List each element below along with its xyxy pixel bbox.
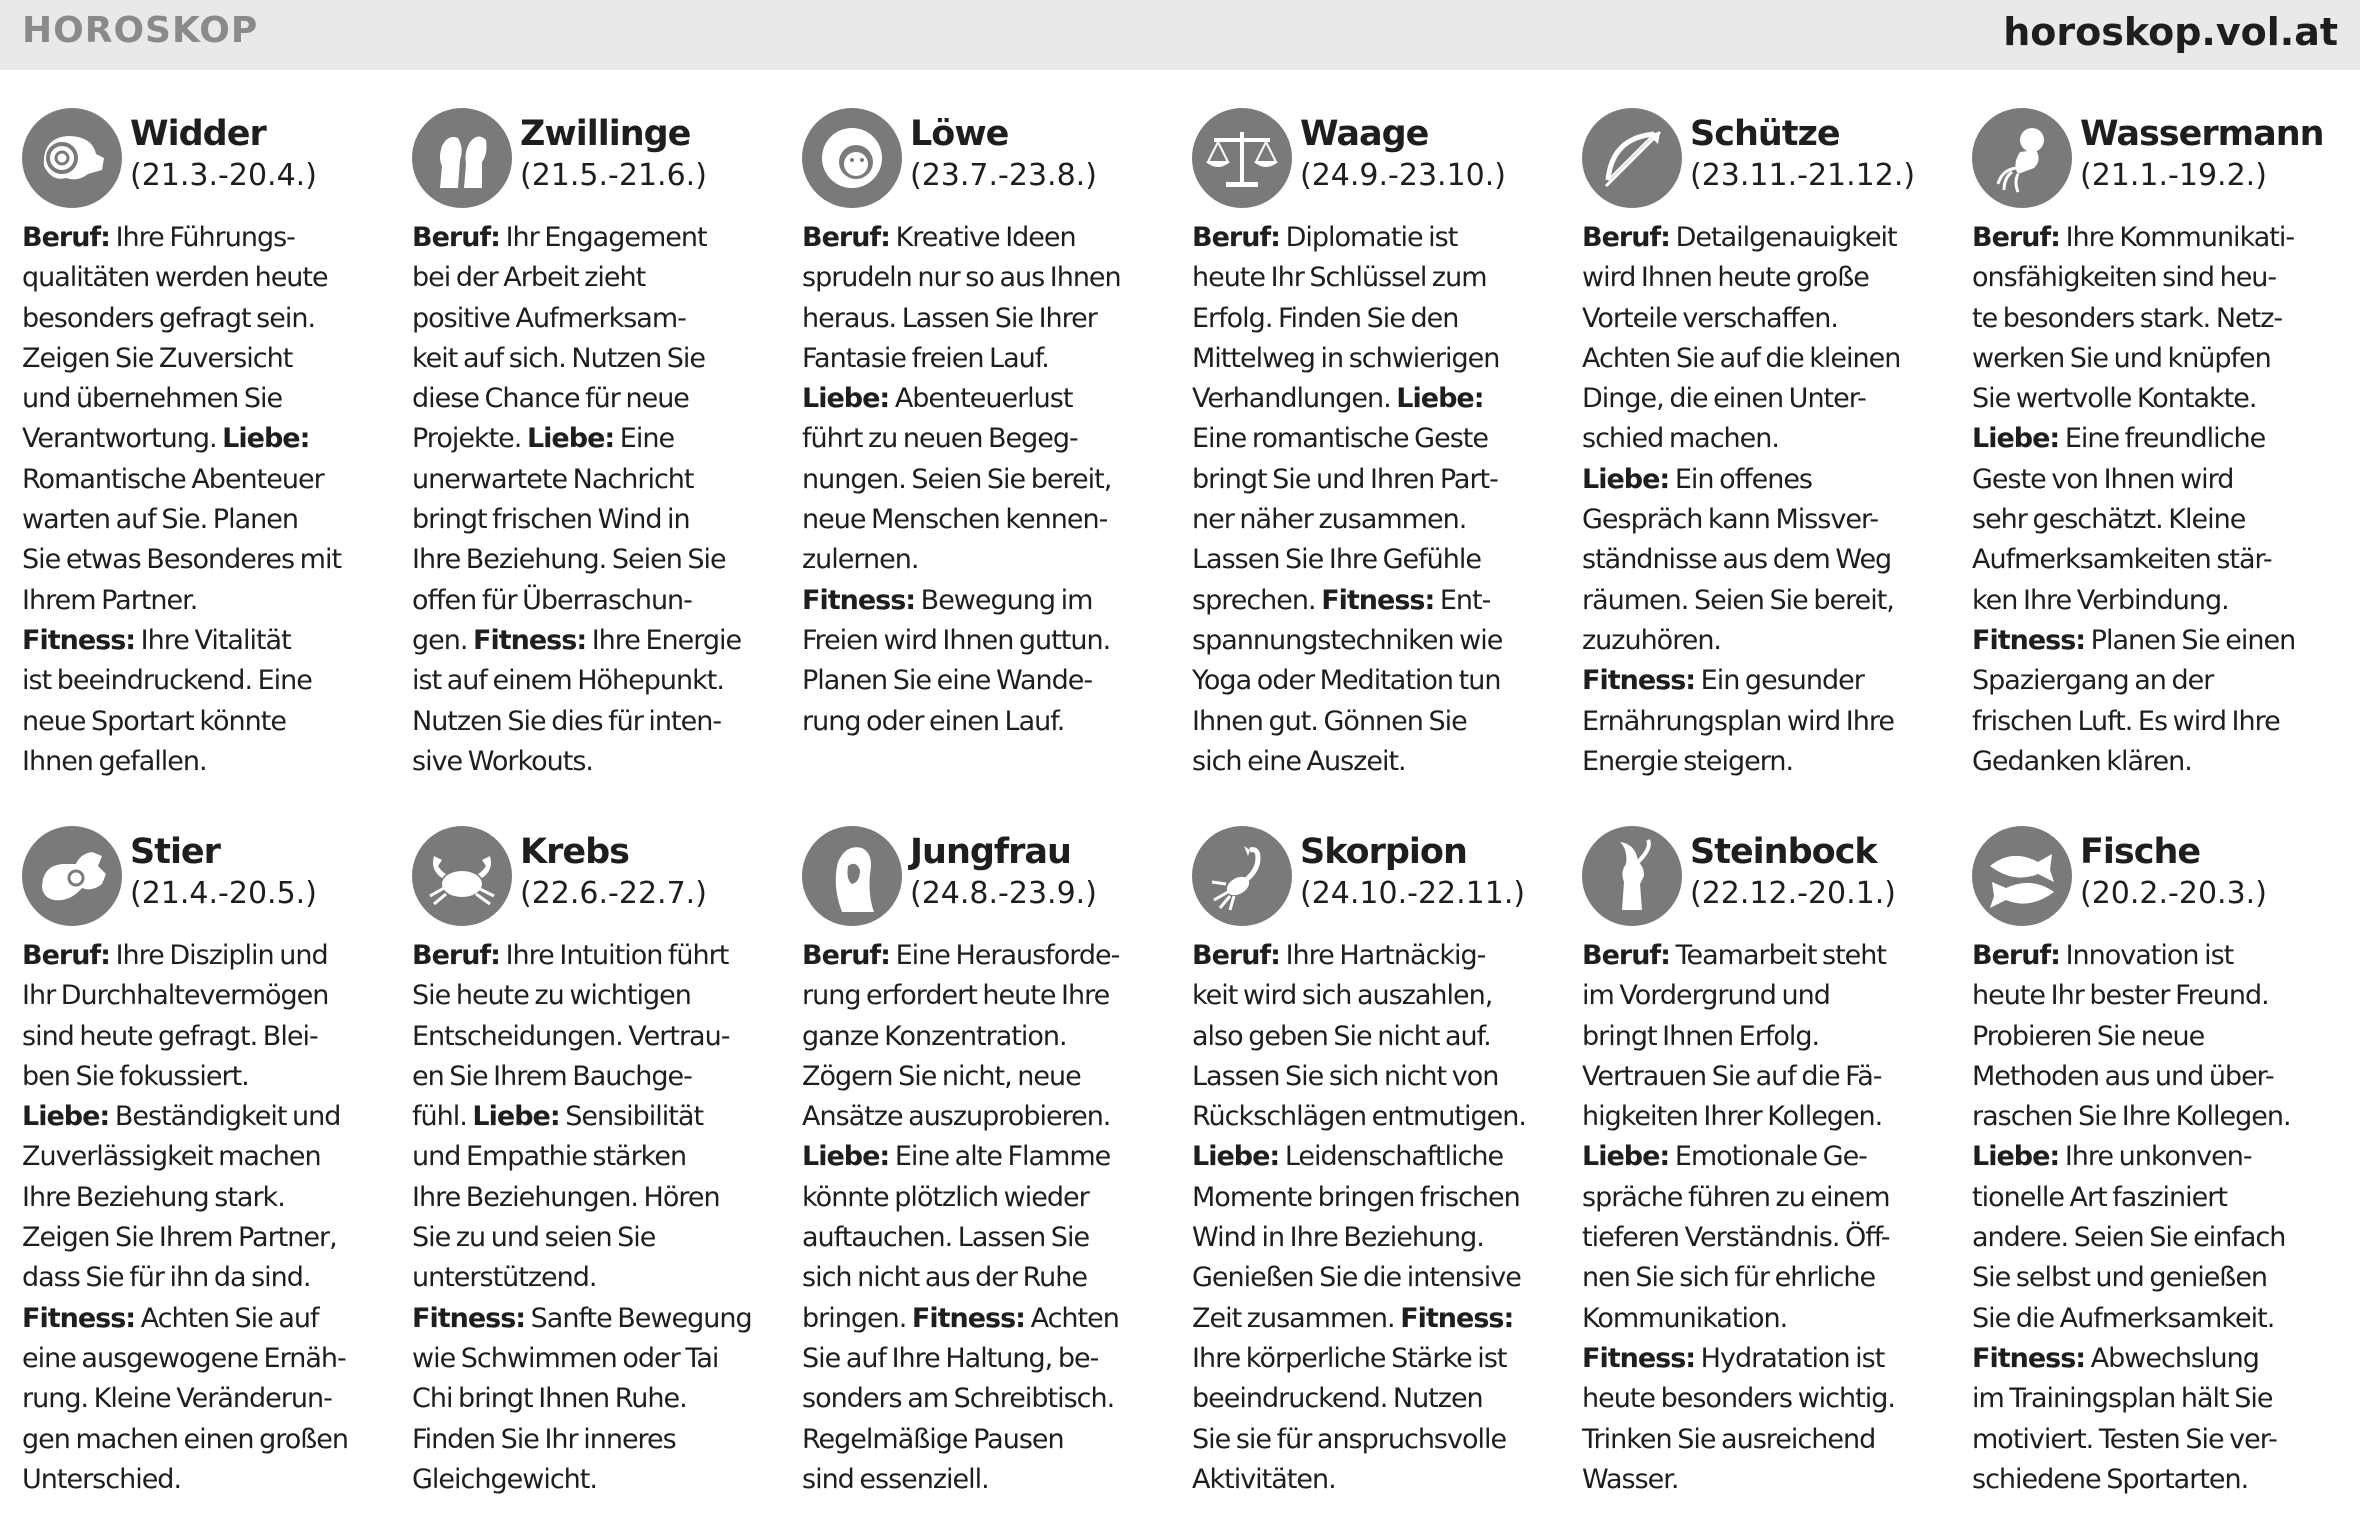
sign-text — [412, 218, 778, 782]
sign-text — [22, 218, 388, 782]
sign-text — [412, 936, 778, 1500]
sign-text — [1582, 936, 1948, 1500]
sign-text — [1972, 936, 2338, 1500]
archer-icon — [1582, 108, 1682, 208]
site-url[interactable]: horoskop.vol.at — [2003, 10, 2338, 54]
sign-dates: (20.2.-20.3.) — [2080, 876, 2267, 911]
text-beruf: Ihre Hartnäckig- keit wird sich auszahlen, also geben Sie nicht auf. Lassen Sie sich nicht von Rückschlägen entmutigen. — [1192, 940, 1526, 1133]
label-liebe: Liebe: — [222, 423, 310, 455]
text-beruf: Ihre Intuition führt Sie heute zu wichtigen Entscheidungen. Vertrau- en Sie Ihrem Bauchge- fühl. — [412, 940, 730, 1133]
sign-dates: (21.3.-20.4.) — [130, 158, 317, 193]
bull-icon — [22, 826, 122, 926]
sign-name: Schütze — [1690, 114, 1840, 154]
label-beruf: Beruf: — [802, 222, 890, 253]
sign-text — [22, 936, 388, 1500]
label-liebe: Liebe: — [526, 423, 615, 455]
label-beruf: Beruf: — [1582, 940, 1670, 971]
text-liebe: Ein offenes Gespräch kann Missver- ständnisse aus dem Weg räumen. Seien Sie bereit, zuzuhören. — [1582, 463, 1894, 656]
sign-name: Waage — [1300, 114, 1429, 154]
sign-name: Stier — [130, 832, 220, 872]
virgin-icon — [802, 826, 902, 926]
label-beruf: Beruf: — [412, 940, 500, 971]
label-liebe: Liebe: — [802, 383, 890, 415]
text-beruf: Innovation ist heute Ihr bester Freund. Probieren Sie neue Methoden aus und über- raschen Sie Ihre Kollegen. — [1972, 940, 2291, 1133]
label-liebe: Liebe: — [22, 1101, 110, 1133]
text-fitness: Achten Sie auf eine ausgewogene Ernäh- rung. Kleine Veränderun- gen machen einen großen Unterschied. — [22, 1302, 348, 1495]
text-fitness: Achten Sie auf Ihre Haltung, be- sonders am Schreibtisch. Regelmäßige Pausen sind essenziell. — [802, 1302, 1119, 1495]
text-beruf: Kreative Ideen sprudeln nur so aus Ihnen heraus. Lassen Sie Ihrer Fantasie freien Lauf. — [802, 222, 1121, 374]
label-beruf: Beruf: — [22, 940, 110, 971]
sign-name: Wassermann — [2080, 114, 2324, 154]
text-fitness: Planen Sie einen Spaziergang an der frischen Luft. Es wird Ihre Gedanken klären. — [1972, 624, 2296, 777]
sign-dates: (24.8.-23.9.) — [910, 876, 1097, 911]
sign-name: Steinbock — [1690, 832, 1877, 872]
label-beruf: Beruf: — [1192, 222, 1280, 253]
text-liebe: Romantische Abenteuer warten auf Sie. Planen Sie etwas Besonderes mit Ihrem Partner. — [22, 463, 342, 616]
page-header — [0, 0, 2360, 70]
fish-icon — [1972, 826, 2072, 926]
text-beruf: Eine Herausforde- rung erfordert heute Ihre ganze Konzentration. Zögern Sie nicht, neue Ansätze auszuprobieren. — [802, 940, 1120, 1133]
text-liebe: Emotionale Ge- spräche führen zu einem tieferen Verständnis. Öff- nen Sie sich für ehrliche Kommunikation. — [1582, 1141, 1890, 1334]
label-beruf: Beruf: — [1972, 222, 2060, 253]
text-beruf: Ihr Engagement bei der Arbeit zieht positive Aufmerksam- keit auf sich. Nutzen Sie diese Chance für neue Projekte. — [412, 222, 707, 455]
label-fitness: Fitness: — [911, 1302, 1025, 1334]
text-fitness: Ihre Vitalität ist beeindruckend. Eine neue Sportart könnte Ihnen gefallen. — [22, 624, 312, 777]
label-fitness: Fitness: — [412, 1302, 526, 1334]
sign-dates: (24.9.-23.10.) — [1300, 158, 1506, 193]
sign-name: Fische — [2080, 832, 2201, 872]
label-liebe: Liebe: — [1396, 383, 1484, 415]
scales-icon — [1192, 108, 1292, 208]
label-fitness: Fitness: — [1582, 1342, 1696, 1374]
text-liebe: Eine alte Flamme könnte plötzlich wieder auftauchen. Lassen Sie sich nicht aus der Ruhe bringen. — [802, 1141, 1111, 1334]
horoscope-grid — [0, 70, 2360, 1531]
sign-dates: (23.11.-21.12.) — [1690, 158, 1916, 193]
text-fitness: Abwechslung im Trainingsplan hält Sie motiviert. Testen Sie ver- schiedene Sportarten. — [1972, 1342, 2277, 1495]
text-beruf: Detailgenauigkeit wird Ihnen heute große Vorteile verschaffen. Achten Sie auf die kleinen Dinge, die einen Unter- schied machen. — [1582, 222, 1901, 455]
label-beruf: Beruf: — [22, 222, 110, 253]
label-fitness: Fitness: — [1972, 624, 2086, 656]
label-beruf: Beruf: — [412, 222, 500, 253]
label-beruf: Beruf: — [1192, 940, 1280, 971]
sign-dates: (23.7.-23.8.) — [910, 158, 1097, 193]
text-beruf: Ihre Disziplin und Ihr Durchhaltevermögen sind heute gefragt. Blei- ben Sie fokussiert. — [22, 940, 329, 1092]
scorpion-icon — [1192, 826, 1292, 926]
sign-dates: (21.1.-19.2.) — [2080, 158, 2267, 193]
text-liebe: Abenteuerlust führt zu neuen Begeg- nungen. Seien Sie bereit, neue Menschen kennen- zulernen. — [802, 383, 1112, 576]
ibex-icon — [1582, 826, 1682, 926]
sign-dates: (22.12.-20.1.) — [1690, 876, 1896, 911]
label-beruf: Beruf: — [1582, 222, 1670, 253]
text-liebe: Leidenschaftliche Momente bringen frischen Wind in Ihre Beziehung. Genießen Sie die intensive Zeit zusammen. — [1192, 1141, 1521, 1334]
sign-text — [1192, 936, 1558, 1500]
text-fitness: Ihre körperliche Stärke ist beeindruckend. Nutzen Sie sie für anspruchsvolle Aktivitäten. — [1192, 1342, 1507, 1495]
text-fitness: Bewegung im Freien wird Ihnen guttun. Planen Sie eine Wande- rung oder einen Lauf. — [802, 584, 1111, 737]
text-beruf: Diplomatie ist heute Ihr Schlüssel zum Erfolg. Finden Sie den Mittelweg in schwierigen Verhandlungen. — [1192, 222, 1500, 415]
label-liebe: Liebe: — [1972, 1141, 2060, 1173]
text-fitness: Sanfte Bewegung wie Schwimmen oder Tai Chi bringt Ihnen Ruhe. Finden Sie Ihr inneres Gleichgewicht. — [412, 1302, 752, 1495]
text-liebe: Sensibilität und Empathie stärken Ihre Beziehungen. Hören Sie zu und seien Sie unterstützend. — [412, 1101, 720, 1294]
sign-dates: (21.4.-20.5.) — [130, 876, 317, 911]
sign-name: Löwe — [910, 114, 1009, 154]
sign-name: Jungfrau — [910, 832, 1071, 872]
sign-name: Krebs — [520, 832, 630, 872]
text-liebe: Ihre unkonven- tionelle Art fasziniert andere. Seien Sie einfach Sie selbst und genießen Sie die Aufmerksamkeit. — [1972, 1141, 2286, 1334]
label-fitness: Fitness: — [1321, 584, 1435, 616]
sign-text — [1192, 218, 1558, 782]
sign-name: Zwillinge — [520, 114, 691, 154]
text-fitness: Ein gesunder Ernährungsplan wird Ihre Energie steigern. — [1582, 665, 1894, 777]
sign-name: Skorpion — [1300, 832, 1467, 872]
sign-text — [802, 218, 1168, 742]
label-fitness: Fitness: — [1972, 1342, 2086, 1374]
label-liebe: Liebe: — [472, 1101, 560, 1133]
text-liebe: Eine unerwartete Nachricht bringt frischen Wind in Ihre Beziehung. Seien Sie offen für Überraschun- gen. — [412, 423, 726, 656]
sign-name: Widder — [130, 114, 266, 154]
label-liebe: Liebe: — [1192, 1141, 1280, 1173]
text-beruf: Ihre Führungs- qualitäten werden heute besonders gefragt sein. Zeigen Sie Zuversicht und übernehmen Sie Verantwortung. — [22, 222, 328, 455]
label-fitness: Fitness: — [1582, 665, 1696, 697]
section-title: HOROSKOP — [22, 10, 259, 51]
text-fitness: Ihre Energie ist auf einem Höhepunkt. Nutzen Sie dies für inten- sive Workouts. — [412, 624, 742, 777]
ram-icon — [22, 108, 122, 208]
sign-text — [1972, 218, 2338, 782]
label-fitness: Fitness: — [1400, 1302, 1514, 1334]
sign-text — [1582, 218, 1948, 782]
text-liebe: Eine romantische Geste bringt Sie und Ihren Part- ner näher zusammen. Lassen Sie Ihre Gefühle sprechen. — [1192, 423, 1498, 616]
label-fitness: Fitness: — [473, 624, 587, 656]
text-fitness: Ent- spannungstechniken wie Yoga oder Meditation tun Ihnen gut. Gönnen Sie sich eine Auszeit. — [1192, 584, 1503, 777]
water-bearer-icon — [1972, 108, 2072, 208]
crab-icon — [412, 826, 512, 926]
text-beruf: Teamarbeit steht im Vordergrund und bringt Ihnen Erfolg. Vertrauen Sie auf die Fä- higkeiten Ihrer Kollegen. — [1582, 940, 1886, 1133]
text-liebe: Beständigkeit und Zuverlässigkeit machen Ihre Beziehung stark. Zeigen Sie Ihrem Partner, dass Sie für ihn da sind. — [22, 1101, 341, 1294]
label-fitness: Fitness: — [802, 584, 916, 616]
label-beruf: Beruf: — [1972, 940, 2060, 971]
label-fitness: Fitness: — [22, 1302, 136, 1334]
label-liebe: Liebe: — [1582, 1141, 1670, 1173]
text-beruf: Ihre Kommunikati- onsfähigkeiten sind heu- te besonders stark. Netz- werken Sie und knüpfen Sie wertvolle Kontakte. — [1972, 222, 2295, 415]
lion-icon — [802, 108, 902, 208]
sign-dates: (21.5.-21.6.) — [520, 158, 707, 193]
text-fitness: Hydratation ist heute besonders wichtig. Trinken Sie ausreichend Wasser. — [1582, 1342, 1895, 1495]
label-liebe: Liebe: — [802, 1141, 890, 1173]
label-fitness: Fitness: — [22, 624, 136, 656]
label-beruf: Beruf: — [802, 940, 890, 971]
sign-text — [802, 936, 1168, 1500]
text-liebe: Eine freundliche Geste von Ihnen wird sehr geschätzt. Kleine Aufmerksamkeiten stär- ken Ihre Verbindung. — [1972, 423, 2272, 616]
label-liebe: Liebe: — [1582, 463, 1670, 495]
twins-icon — [412, 108, 512, 208]
sign-dates: (24.10.-22.11.) — [1300, 876, 1526, 911]
label-liebe: Liebe: — [1972, 423, 2060, 455]
sign-dates: (22.6.-22.7.) — [520, 876, 707, 911]
